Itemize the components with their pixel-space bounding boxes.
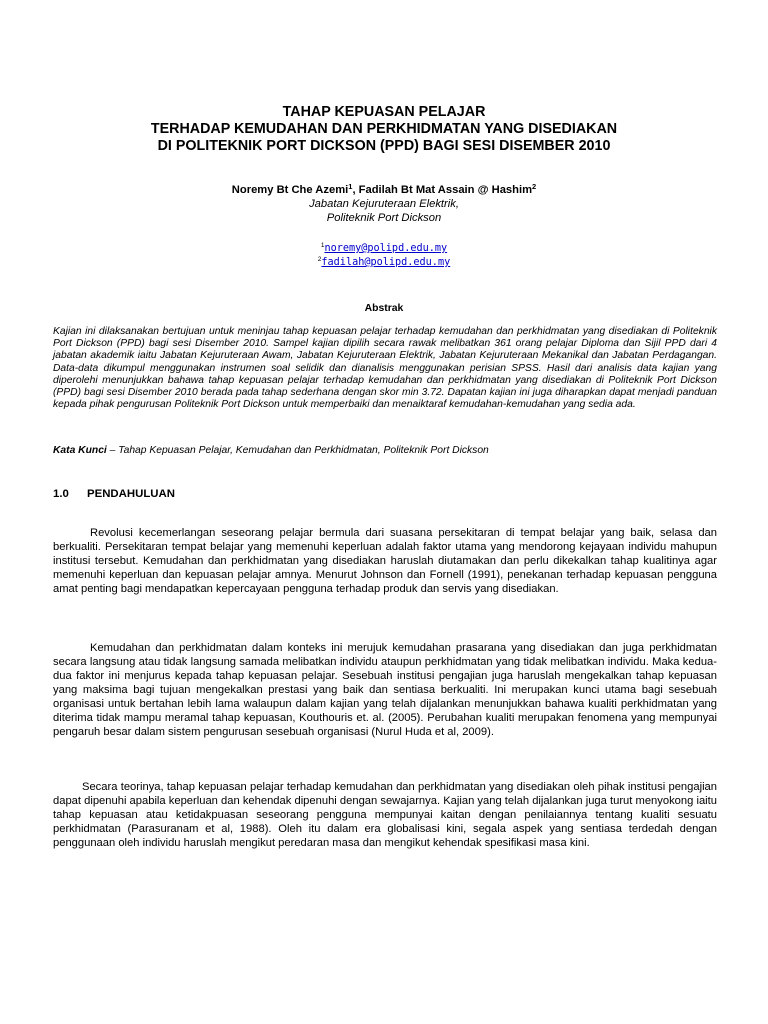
department: Jabatan Kejuruteraan Elektrik, bbox=[309, 198, 459, 210]
title-line-1: TAHAP KEPUASAN PELAJAR bbox=[282, 104, 486, 120]
abstract-heading: Abstrak bbox=[364, 303, 404, 314]
email-1-superscript: 1 bbox=[320, 242, 325, 249]
keywords-line bbox=[53, 445, 717, 457]
author-1: Noremy Bt Che Azemi bbox=[231, 184, 349, 196]
section-number: 1.0 bbox=[53, 488, 69, 500]
email-block bbox=[0, 242, 768, 270]
author-2: Fadilah Bt Mat Assain @ Hashim bbox=[358, 184, 533, 196]
keywords-text: Tahap Kepuasan Pelajar, Kemudahan dan Perkhidmatan, Politeknik Port Dickson bbox=[118, 445, 489, 456]
email-line-1 bbox=[0, 242, 768, 256]
paper-title bbox=[0, 104, 768, 155]
institution: Politeknik Port Dickson bbox=[326, 212, 442, 224]
abstract-body: Kajian ini dilaksanakan bertujuan untuk meninjau tahap kepuasan pelajar terhadap kemudahan dan perkhidmatan yang disediakan di Politeknik Port Dickson (PPD) bagi sesi Disember 2010. Sampel kajian dipilih secara rawak melibatkan 361 orang pelajar Diploma dan Sijil PPD dari 4 jabatan akademik iaitu Jabatan Kejuruteraan Awam, Jabatan Kejuruteraan Elektrik, Jabatan Kejuruteraan Mekanikal dan Jabatan Perdagangan. Data-data dikumpul menggunakan instrumen soal selidik dan dianalisis menggunakan perisian SPSS. Hasil dari analisis data kajian yang diperolehi menunjukkan bahawa tahap kepuasan pelajar terhadap kemudahan dan perkhidmatan yang disediakan di Politeknik Port Dickson (PPD) bagi sesi Disember 2010 berada pada tahap sederhana dengan skor min 3.72. Dapatan kajian ini juga diharapkan dapat menjadi panduan kepada pihak pengurusan Politeknik Port Dickson untuk memperbaiki dan menaiktaraf kemudahan-kemudahan yang sedia ada. bbox=[53, 326, 717, 411]
keywords-label: Kata Kunci bbox=[53, 445, 107, 456]
section-title: PENDAHULUAN bbox=[87, 488, 175, 500]
author-names bbox=[232, 184, 536, 196]
email-link-2[interactable]: fadilah@polipd.edu.my bbox=[321, 257, 451, 268]
section-heading bbox=[53, 488, 175, 500]
keywords-dash: – bbox=[106, 445, 119, 456]
email-2-superscript: 2 bbox=[317, 256, 322, 263]
title-line-2: TERHADAP KEMUDAHAN DAN PERKHIDMATAN YANG DISEDIAKAN bbox=[150, 121, 618, 137]
paragraph-1: Revolusi kecemerlangan seseorang pelajar bermula dari suasana persekitaran di tempat belajar yang baik, selasa dan berkualiti. Persekitaran tempat belajar yang memenuhi keperluan adalah faktor utama yang mendorong kejayaan individu mahupun institusi tersebut. Kemudahan dan perkhidmatan yang disediakan haruslah diutamakan dan perlu dikekalkan tahap kualitinya agar memenuhi keperluan dan kepuasan pelajar amnya. Menurut Johnson dan Fornell (1991), penekanan terhadap kepuasan pengguna amat penting bagi mendapatkan kepercayaan pengguna terhadap produk dan servis yang disediakan. bbox=[53, 527, 717, 595]
author-block bbox=[0, 183, 768, 225]
title-line-3: DI POLITEKNIK PORT DICKSON (PPD) BAGI SESI DISEMBER 2010 bbox=[157, 138, 611, 154]
author-1-superscript: 1 bbox=[348, 182, 353, 191]
email-line-2 bbox=[0, 256, 768, 270]
email-link-1[interactable]: noremy@polipd.edu.my bbox=[324, 243, 448, 254]
author-2-superscript: 2 bbox=[532, 182, 537, 191]
paragraph-3: Secara teorinya, tahap kepuasan pelajar terhadap kemudahan dan perkhidmatan yang disediakan oleh pihak institusi pengajian dapat dipenuhi apabila keperluan dan kehendak dipenuhi dengan sewajarnya. Kajian yang telah dijalankan juga turut menyokong iaitu tahap kepuasan atau ketidakpuasan seseorang pengguna mempunyai kaitan dengan penilaiannya tentang kualiti sesuatu perkhidmatan (Parasuranam et al, 1988). Oleh itu dalam era globalisasi kini, segala aspek yang sentiasa terdedah dengan penggunaan oleh individu haruslah mengikut peredaran masa dan mengikut kehendak spesifikasi masa kini. bbox=[53, 781, 717, 849]
paragraph-2: Kemudahan dan perkhidmatan dalam konteks ini merujuk kemudahan prasarana yang disediakan dan juga perkhidmatan secara langsung atau tidak langsung samada melibatkan individu ataupun perkhidmatan yang tidak melibatkan individu. Maka kedua-dua faktor ini menjurus kepada tahap kepuasan pelajar. Sesebuah institusi pengajian juga haruslah mengekalkan tahap kepuasan yang maksima bagi tujuan mengekalkan prestasi yang baik dan sentiasa berkualiti. Ini merupakan kunci utama bagi sesebuah organisasi untuk bertahan lebih lama walaupun dalam kajian yang telah dijalankan menunjukkan bahawa kualiti perkhidmatan yang diterima tidak mampu meramal tahap kepuasan, Kouthouris et. al. (2005). Perubahan kualiti merupakan fenomena yang mempunyai pengaruh besar dalam sistem pengurusan sesebuah organisasi (Nurul Huda et al, 2009). bbox=[53, 642, 717, 738]
author-separator: , bbox=[352, 184, 359, 196]
